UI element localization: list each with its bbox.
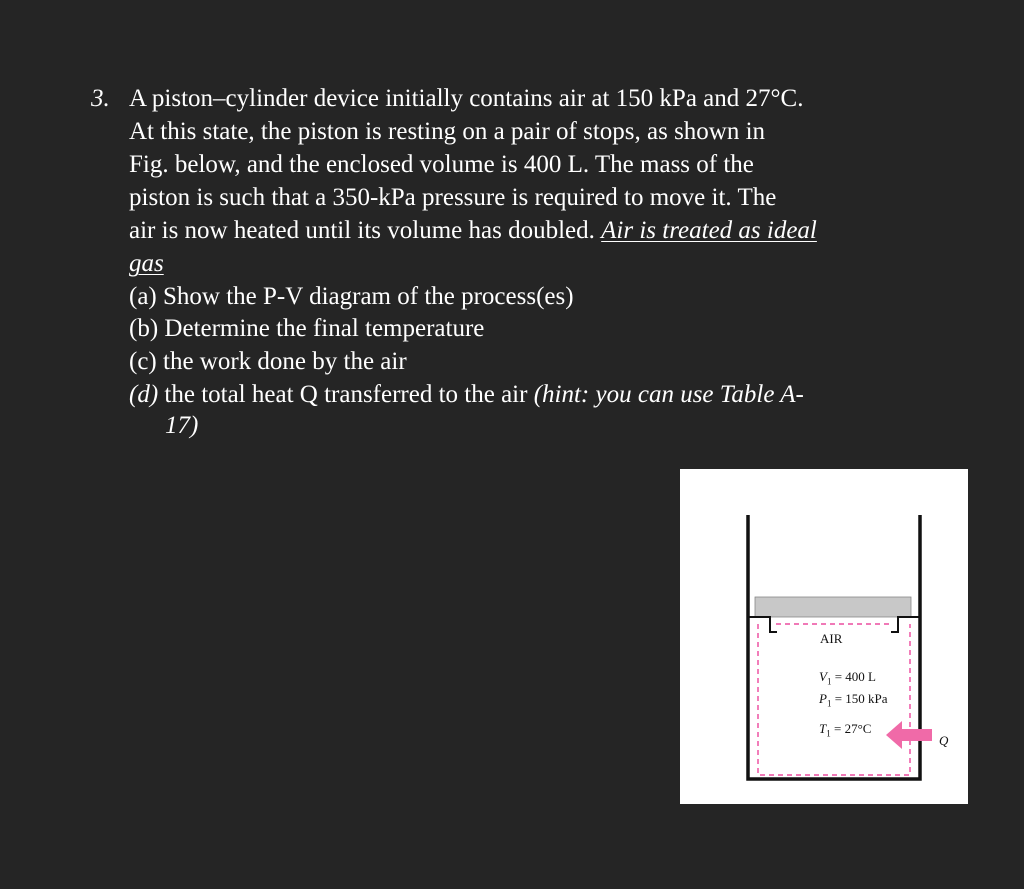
pressure-symbol: P — [819, 691, 827, 706]
part-d-hint-cont: 17) — [165, 412, 199, 439]
problem-line-2: At this state, the piston is resting on a pair of stops, as shown in — [129, 118, 766, 145]
right-stop — [891, 617, 920, 632]
part-d-label: (d) — [129, 381, 159, 408]
volume-subscript: 1 — [826, 676, 832, 687]
pressure-value: = 150 kPa — [831, 691, 888, 706]
part-d-text: the total heat Q transferred to the air — [158, 381, 534, 408]
problem-line-3: Fig. below, and the enclosed volume is 400 L. The mass of the — [129, 151, 754, 178]
pressure-label — [819, 692, 888, 711]
part-a: (a) Show the P-V diagram of the process(es) — [129, 283, 574, 310]
temperature-symbol: T — [819, 721, 827, 736]
ideal-gas-note: Air is treated as ideal — [601, 217, 817, 244]
volume-symbol: V — [819, 669, 827, 684]
volume-value: = 400 L — [831, 669, 876, 684]
problem-line-1: A piston–cylinder device initially contains air at 150 kPa and 27°C. — [129, 85, 804, 112]
problem-line-5 — [129, 215, 817, 247]
heat-label: Q — [939, 733, 949, 748]
heat-arrow — [886, 721, 932, 749]
part-d — [129, 379, 804, 411]
part-b: (b) Determine the final temperature — [129, 315, 485, 342]
piston — [755, 597, 911, 617]
volume-label — [819, 670, 876, 689]
temperature-value: = 27°C — [830, 721, 872, 736]
temperature-label — [819, 722, 871, 741]
pressure-subscript: 1 — [826, 698, 832, 709]
part-d-hint: (hint: you can use Table A- — [533, 381, 804, 408]
part-c: (c) the work done by the air — [129, 348, 407, 375]
problem-line-4: piston is such that a 350-kPa pressure is required to move it. The — [129, 184, 777, 211]
piston-cylinder-figure — [680, 469, 968, 804]
temperature-subscript: 1 — [826, 728, 831, 739]
left-stop — [748, 617, 777, 632]
problem-line-5-text: air is now heated until its volume has doubled. — [129, 217, 602, 244]
ideal-gas-note-cont: gas — [129, 250, 164, 277]
problem-line-6 — [129, 248, 164, 280]
question-number: 3. — [91, 85, 110, 112]
gas-label: AIR — [820, 631, 843, 646]
